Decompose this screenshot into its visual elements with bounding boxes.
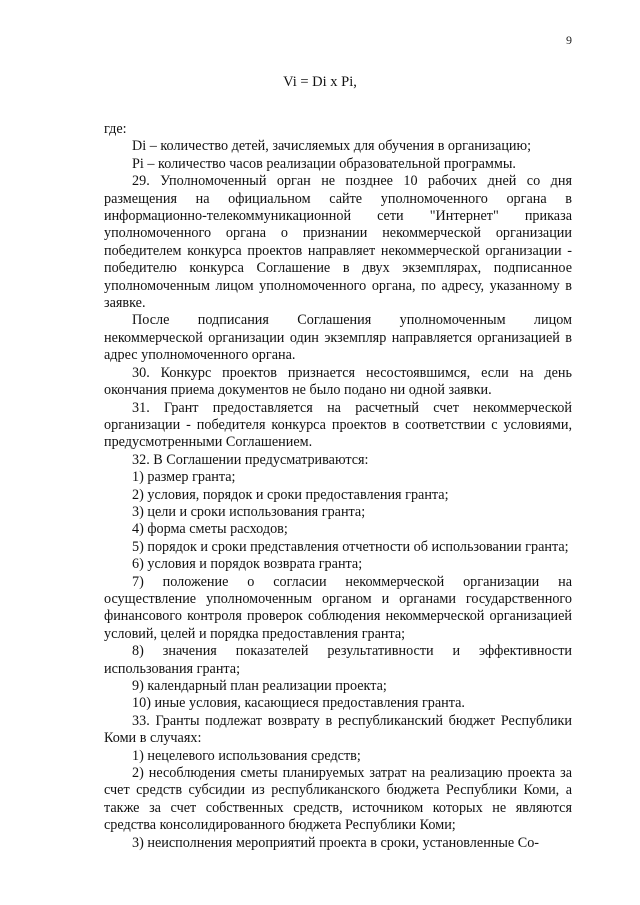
paragraph-33: 33. Гранты подлежат возврату в республиканский бюджет Республики Коми в случаях: (104, 712, 572, 747)
list-item: 5) порядок и сроки представления отчетности об использовании гранта; (132, 538, 569, 555)
paragraph-30: 30. Конкурс проектов признается несостоявшимся, если на день окончания приема документов не было подано ни одной заявки. (104, 364, 572, 399)
paragraph-31: 31. Грант предоставляется на расчетный счет некоммерческой организации - победителя конкурса проектов в соответствии с условиями, предусмотренными Соглашением. (104, 399, 572, 451)
list-item: 1) нецелевого использования средств; (132, 747, 361, 764)
page-number: 9 (566, 33, 572, 47)
list-item: 10) иные условия, касающиеся предоставления гранта. (132, 695, 465, 712)
paragraph-29: 29. Уполномоченный орган не позднее 10 рабочих дней со дня размещения на официальном сайте уполномоченного органа в информационно-телекоммуникационной сети "Интернет" приказа уполномоченного органа о признании некоммерческой организации победителем конкурса проектов направляет некоммерческой организации - победителю конкурса Соглашение в двух экземплярах, подписанное уполномоченным лицом уполномоченного органа, по адресу, указанному в заявке. (104, 173, 572, 312)
list-item: 7) положение о согласии некоммерческой организации на осуществление уполномоченным органом и органами государственного финансового контроля проверок соблюдения некоммерческой организацией условий, целей и порядка предоставления гранта; (104, 573, 572, 642)
list-item: 9) календарный план реализации проекта; (132, 678, 387, 694)
list-item: 2) условия, порядок и сроки предоставления гранта; (132, 486, 449, 503)
list-item: 4) форма сметы расходов; (132, 521, 288, 538)
list-item: 3) цели и сроки использования гранта; (132, 503, 366, 520)
paragraph-32: 32. В Соглашении предусматриваются: (132, 451, 369, 468)
list-item: 6) условия и порядок возврата гранта; (132, 556, 363, 573)
list-item: 8) значения показателей результативности и эффективности использования гранта; (104, 643, 572, 677)
list-item: 1) размер гранта; (132, 469, 236, 486)
definition-di: Di – количество детей, зачисляемых для обучения в организацию; (132, 138, 532, 155)
where-label: где: (104, 121, 127, 137)
formula: Vi = Di x Pi, (283, 74, 357, 90)
definition-pi: Pi – количество часов реализации образовательной программы. (132, 155, 516, 172)
document-body (104, 103, 572, 852)
list-item: 2) несоблюдения сметы планируемых затрат на реализацию проекта за счет средств субсидии из республиканского бюджета Республики Коми, а также за счет собственных средств, источником которых не являются средства консолидированного бюджета Республики Коми; (104, 765, 572, 834)
paragraph-29-continued: После подписания Соглашения уполномоченным лицом некоммерческой организации один экземпляр направляется организацией в адрес уполномоченного органа. (104, 312, 572, 364)
list-item: 3) неисполнения мероприятий проекта в сроки, установленные Со- (132, 834, 540, 851)
